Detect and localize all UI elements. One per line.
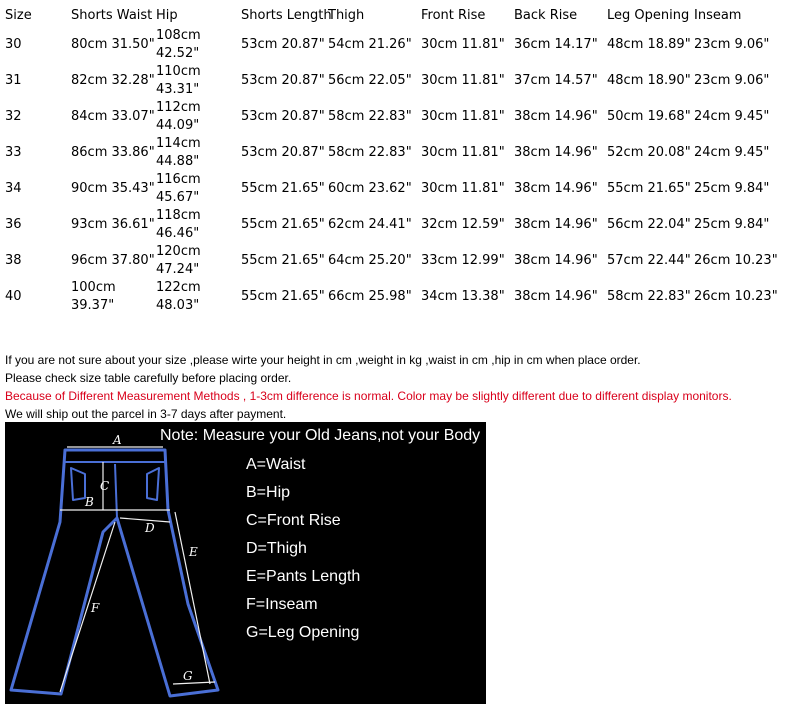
legend-thigh: D=Thigh	[246, 540, 307, 557]
marker-e-label: E	[189, 545, 198, 559]
waist-cell: 82cm 32.28"	[71, 73, 155, 88]
thigh-cell: 58cm 22.83"	[328, 145, 412, 160]
diagram-title: Note: Measure your Old Jeans,not your Body	[160, 427, 481, 444]
header-inseam: Inseam	[694, 8, 742, 23]
hip-cell: 120cm 47.24"	[156, 244, 201, 277]
legend-front-rise: C=Front Rise	[246, 512, 341, 529]
size-cell: 31	[5, 73, 22, 88]
header-shorts-length: Shorts Length	[241, 8, 332, 23]
hip-cell: 114cm 44.88"	[156, 136, 201, 169]
leg-opening-cell: 50cm 19.68"	[607, 109, 691, 124]
inseam-cell: 23cm 9.06"	[694, 37, 770, 52]
thigh-cell: 66cm 25.98"	[328, 289, 412, 304]
length-cell: 55cm 21.65"	[241, 253, 325, 268]
marker-a-label: A	[113, 433, 122, 447]
hip-cell: 116cm 45.67"	[156, 172, 201, 205]
waist-cell: 93cm 36.61"	[71, 217, 155, 232]
header-thigh: Thigh	[328, 8, 365, 23]
inseam-cell: 26cm 10.23"	[694, 253, 778, 268]
header-leg-opening: Leg Opening	[607, 8, 690, 23]
shipping-note: We will ship out the parcel in 3-7 days after payment.	[5, 407, 287, 421]
front-rise-cell: 30cm 11.81"	[421, 181, 505, 196]
size-cell: 38	[5, 253, 22, 268]
header-shorts-waist: Shorts Waist	[71, 8, 153, 23]
waist-cell: 96cm 37.80"	[71, 253, 155, 268]
front-rise-cell: 30cm 11.81"	[421, 37, 505, 52]
size-request-note: If you are not sure about your size ,please wirte your height in cm ,weight in kg ,waist in cm ,hip in cm when place order.	[5, 353, 641, 367]
front-rise-cell: 30cm 11.81"	[421, 145, 505, 160]
order-notes	[5, 351, 732, 423]
front-rise-cell: 33cm 12.99"	[421, 253, 505, 268]
size-cell: 32	[5, 109, 22, 124]
legend-inseam: F=Inseam	[246, 596, 318, 613]
waist-cell: 86cm 33.86"	[71, 145, 155, 160]
header-hip: Hip	[156, 8, 178, 23]
header-size: Size	[5, 8, 32, 23]
back-rise-cell: 38cm 14.96"	[514, 145, 598, 160]
back-rise-cell: 38cm 14.96"	[514, 109, 598, 124]
marker-f-label: F	[91, 601, 100, 615]
front-rise-cell: 34cm 13.38"	[421, 289, 505, 304]
inseam-cell: 25cm 9.84"	[694, 181, 770, 196]
table-row	[0, 171, 786, 207]
inseam-cell: 23cm 9.06"	[694, 73, 770, 88]
thigh-cell: 62cm 24.41"	[328, 217, 412, 232]
length-cell: 53cm 20.87"	[241, 73, 325, 88]
size-cell: 34	[5, 181, 22, 196]
thigh-cell: 56cm 22.05"	[328, 73, 412, 88]
back-rise-cell: 38cm 14.96"	[514, 289, 598, 304]
hip-cell: 118cm 46.46"	[156, 208, 201, 241]
inseam-cell: 24cm 9.45"	[694, 109, 770, 124]
length-cell: 55cm 21.65"	[241, 217, 325, 232]
length-cell: 53cm 20.87"	[241, 37, 325, 52]
check-table-note: Please check size table carefully before placing order.	[5, 371, 292, 385]
size-cell: 36	[5, 217, 22, 232]
legend-waist: A=Waist	[246, 456, 306, 473]
thigh-cell: 64cm 25.20"	[328, 253, 412, 268]
measurement-warning-note: Because of Different Measurement Methods , 1-3cm difference is normal. Color may be slightly different due to different display monitors.	[5, 389, 732, 403]
legend-pants-length: E=Pants Length	[246, 568, 361, 585]
marker-c-label: C	[100, 479, 110, 493]
back-rise-cell: 36cm 14.17"	[514, 37, 598, 52]
thigh-cell: 54cm 21.26"	[328, 37, 412, 52]
length-cell: 53cm 20.87"	[241, 145, 325, 160]
measure-lines	[60, 447, 215, 692]
leg-opening-cell: 56cm 22.04"	[607, 217, 691, 232]
leg-opening-cell: 55cm 21.65"	[607, 181, 691, 196]
front-rise-cell: 32cm 12.59"	[421, 217, 505, 232]
inseam-cell: 26cm 10.23"	[694, 289, 778, 304]
marker-b-label: B	[85, 495, 94, 509]
hip-cell: 108cm 42.52"	[156, 28, 201, 61]
table-row	[0, 243, 786, 279]
back-rise-cell: 37cm 14.57"	[514, 73, 598, 88]
back-rise-cell: 38cm 14.96"	[514, 181, 598, 196]
leg-opening-cell: 58cm 22.83"	[607, 289, 691, 304]
hip-cell: 122cm 48.03"	[156, 280, 201, 313]
size-cell: 40	[5, 289, 22, 304]
header-front-rise: Front Rise	[421, 8, 486, 23]
leg-opening-cell: 52cm 20.08"	[607, 145, 691, 160]
table-row	[0, 63, 786, 99]
measurement-diagram	[5, 422, 486, 704]
legend-hip: B=Hip	[246, 484, 291, 501]
front-rise-cell: 30cm 11.81"	[421, 109, 505, 124]
table-row	[0, 279, 786, 315]
table-row	[0, 27, 786, 63]
marker-d-label: D	[145, 521, 155, 535]
thigh-cell: 58cm 22.83"	[328, 109, 412, 124]
size-cell: 33	[5, 145, 22, 160]
length-cell: 55cm 21.65"	[241, 289, 325, 304]
header-back-rise: Back Rise	[514, 8, 578, 23]
legend-leg-opening: G=Leg Opening	[246, 624, 360, 641]
hip-cell: 110cm 43.31"	[156, 64, 201, 97]
inseam-cell: 25cm 9.84"	[694, 217, 770, 232]
waist-cell: 84cm 33.07"	[71, 109, 155, 124]
front-rise-cell: 30cm 11.81"	[421, 73, 505, 88]
length-cell: 55cm 21.65"	[241, 181, 325, 196]
leg-opening-cell: 48cm 18.89"	[607, 37, 691, 52]
thigh-cell: 60cm 23.62"	[328, 181, 412, 196]
table-row	[0, 135, 786, 171]
table-row	[0, 207, 786, 243]
back-rise-cell: 38cm 14.96"	[514, 217, 598, 232]
size-cell: 30	[5, 37, 22, 52]
back-rise-cell: 38cm 14.96"	[514, 253, 598, 268]
marker-g-label: G	[183, 669, 193, 683]
inseam-cell: 24cm 9.45"	[694, 145, 770, 160]
leg-opening-cell: 57cm 22.44"	[607, 253, 691, 268]
waist-cell: 100cm 39.37"	[71, 280, 116, 313]
leg-opening-cell: 48cm 18.90"	[607, 73, 691, 88]
waist-cell: 90cm 35.43"	[71, 181, 155, 196]
hip-cell: 112cm 44.09"	[156, 100, 201, 133]
table-row	[0, 99, 786, 135]
waist-cell: 80cm 31.50"	[71, 37, 155, 52]
length-cell: 53cm 20.87"	[241, 109, 325, 124]
